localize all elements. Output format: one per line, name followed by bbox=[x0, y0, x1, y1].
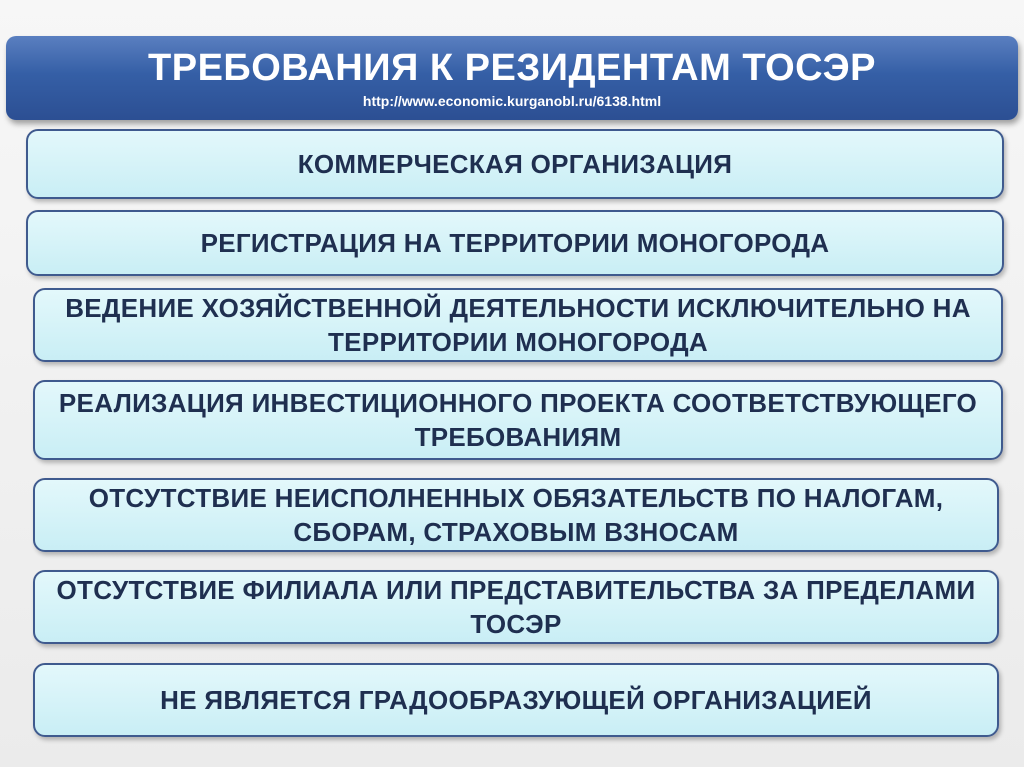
requirement-text: ОТСУТСТВИЕ ФИЛИАЛА ИЛИ ПРЕДСТАВИТЕЛЬСТВА ЗА ПРЕДЕЛАМИ ТОСЭР bbox=[56, 575, 976, 639]
source-url: http://www.economic.kurganobl.ru/6138.html bbox=[362, 93, 662, 109]
requirement-box bbox=[33, 570, 999, 644]
requirement-text: РЕАЛИЗАЦИЯ ИНВЕСТИЦИОННОГО ПРОЕКТА СООТВЕТСТВУЮЩЕГО ТРЕБОВАНИЯМ bbox=[58, 388, 978, 452]
requirement-text: ОТСУТСТВИЕ НЕИСПОЛНЕННЫХ ОБЯЗАТЕЛЬСТВ ПО НАЛОГАМ, СБОРАМ, СТРАХОВЫМ ВЗНОСАМ bbox=[88, 483, 944, 547]
requirement-box bbox=[26, 129, 1004, 199]
requirement-text: РЕГИСТРАЦИЯ НА ТЕРРИТОРИИ МОНОГОРОДА bbox=[200, 228, 830, 258]
requirement-box bbox=[33, 288, 1003, 362]
requirement-text: НЕ ЯВЛЯЕТСЯ ГРАДООБРАЗУЮЩЕЙ ОРГАНИЗАЦИЕЙ bbox=[160, 685, 872, 715]
requirement-box bbox=[26, 210, 1004, 276]
page-title: ТРЕБОВАНИЯ К РЕЗИДЕНТАМ ТОСЭР bbox=[148, 47, 876, 89]
requirement-box bbox=[33, 663, 999, 737]
requirement-box bbox=[33, 478, 999, 552]
title-banner bbox=[6, 36, 1018, 120]
requirement-text: ВЕДЕНИЕ ХОЗЯЙСТВЕННОЙ ДЕЯТЕЛЬНОСТИ ИСКЛЮЧИТЕЛЬНО НА ТЕРРИТОРИИ МОНОГОРОДА bbox=[65, 293, 971, 357]
requirement-text: КОММЕРЧЕСКАЯ ОРГАНИЗАЦИЯ bbox=[297, 149, 733, 179]
requirement-box bbox=[33, 380, 1003, 460]
